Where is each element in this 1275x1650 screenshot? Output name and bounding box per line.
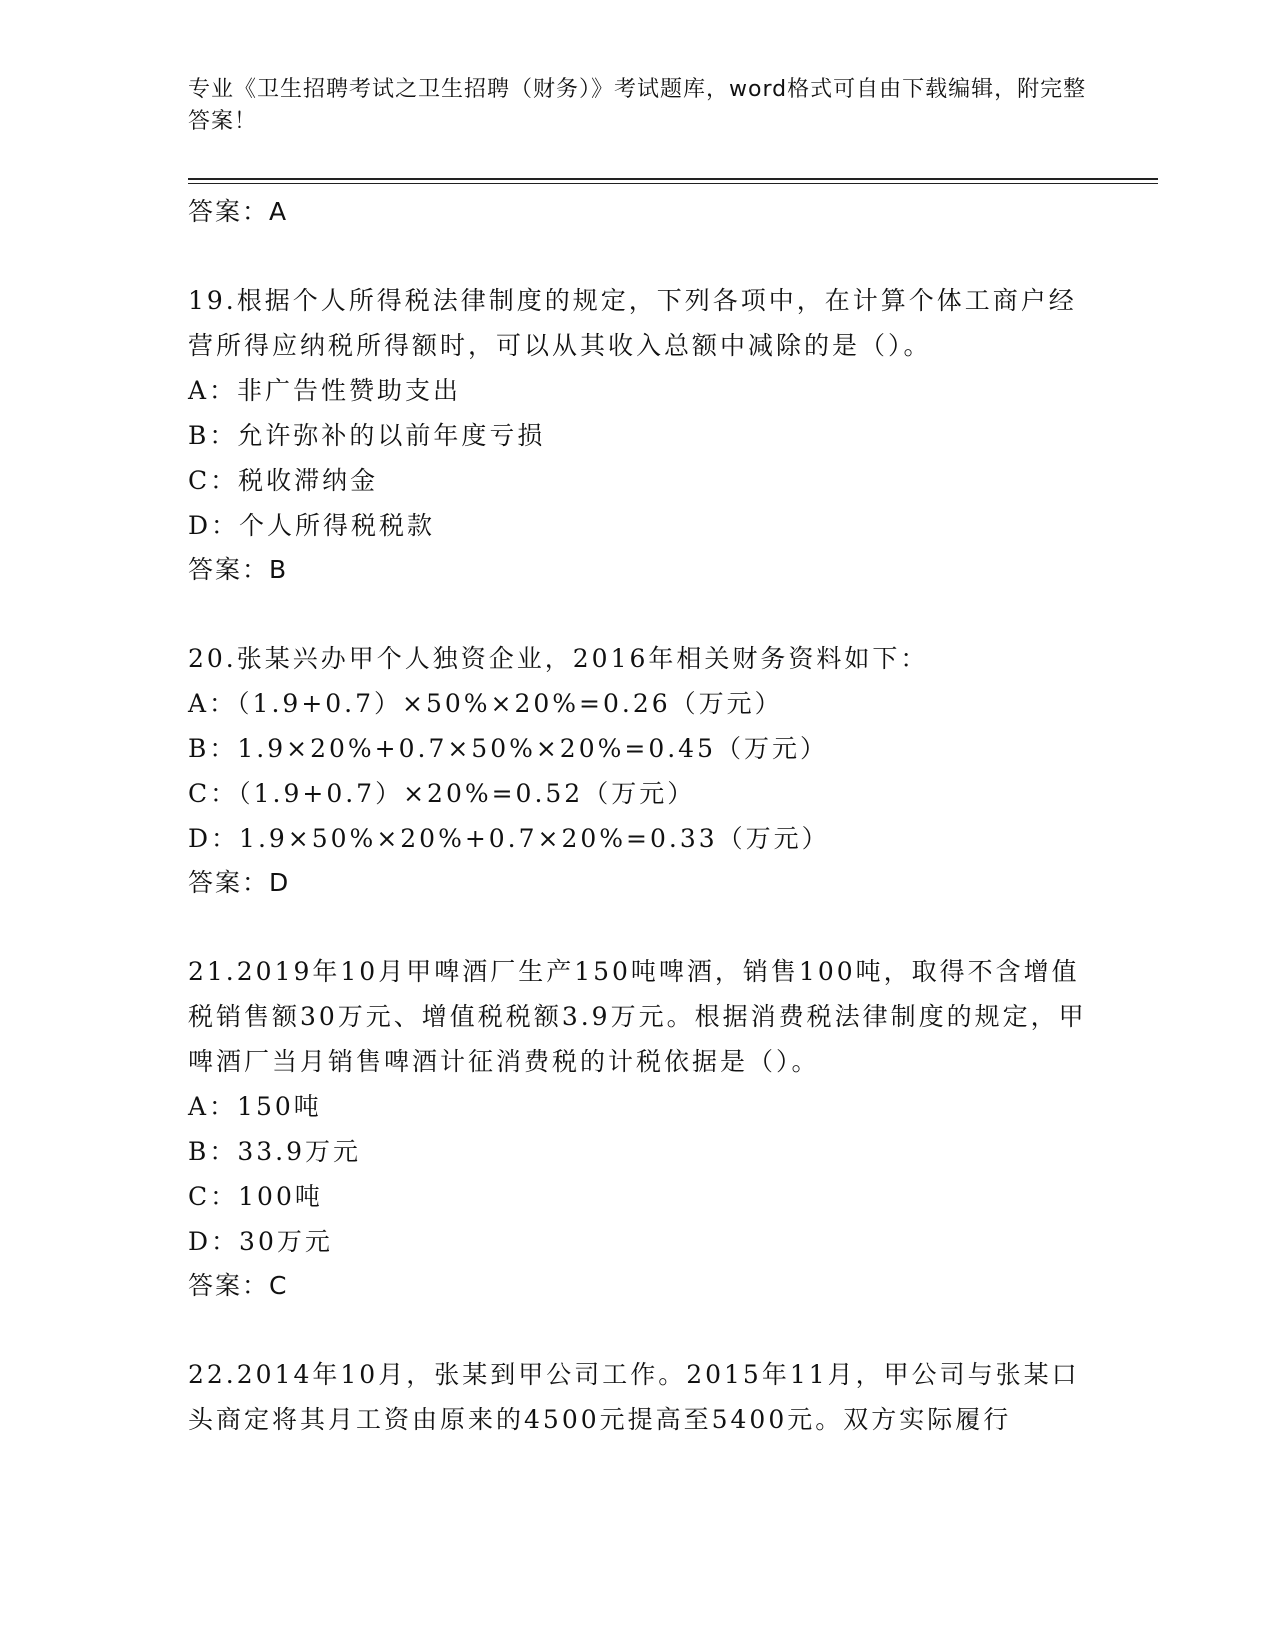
answer-line: 答案：C: [188, 1271, 289, 1300]
option-b: B：33.9万元: [188, 1137, 362, 1166]
option-c: C：100吨: [188, 1182, 323, 1211]
question-20: [188, 636, 1088, 905]
option-a: A：非广告性赞助支出: [188, 376, 462, 405]
answer-line: 答案：B: [188, 555, 289, 584]
question-list: [188, 190, 1088, 1442]
option-d: D：30万元: [188, 1227, 333, 1256]
option-a: A：150吨: [188, 1092, 322, 1121]
question-stem: 19.根据个人所得税法律制度的规定，下列各项中，在计算个体工商户经营所得应纳税所得额时，可以从其收入总额中减除的是（）。: [188, 286, 1077, 360]
option-d: D：1.9×50%×20%+0.7×20%=0.33（万元）: [188, 824, 830, 853]
question-21: [188, 949, 1088, 1308]
option-b: B：1.9×20%+0.7×50%×20%=0.45（万元）: [188, 734, 828, 763]
answer-line: 答案：D: [188, 868, 291, 897]
answer-line: 答案：A: [188, 197, 289, 226]
question-22: [188, 1352, 1088, 1442]
option-a: A：（1.9+0.7）×50%×20%=0.26（万元）: [188, 689, 783, 718]
header-divider-thin: [188, 183, 1158, 184]
option-c: C：（1.9+0.7）×20%=0.52（万元）: [188, 779, 696, 808]
option-c: C：税收滞纳金: [188, 466, 379, 495]
question-stem: 22.2014年10月，张某到甲公司工作。2015年11月，甲公司与张某口头商定将其月工资由原来的4500元提高至5400元。双方实际履行: [188, 1360, 1080, 1434]
question-stem: 21.2019年10月甲啤酒厂生产150吨啤酒，销售100吨，取得不含增值税销售额30万元、增值税税额3.9万元。根据消费税法律制度的规定，甲啤酒厂当月销售啤酒计征消费税的计税依据是（）。: [188, 957, 1087, 1076]
document-header: 专业《卫生招聘考试之卫生招聘（财务）》考试题库，word格式可自由下载编辑，附完整答案！: [188, 77, 1087, 134]
question-19: [188, 278, 1088, 592]
option-d: D：个人所得税税款: [188, 511, 436, 540]
header-divider-thick: [188, 178, 1158, 180]
option-b: B：允许弥补的以前年度亏损: [188, 421, 546, 450]
question-stem: 20.张某兴办甲个人独资企业，2016年相关财务资料如下：: [188, 644, 929, 673]
